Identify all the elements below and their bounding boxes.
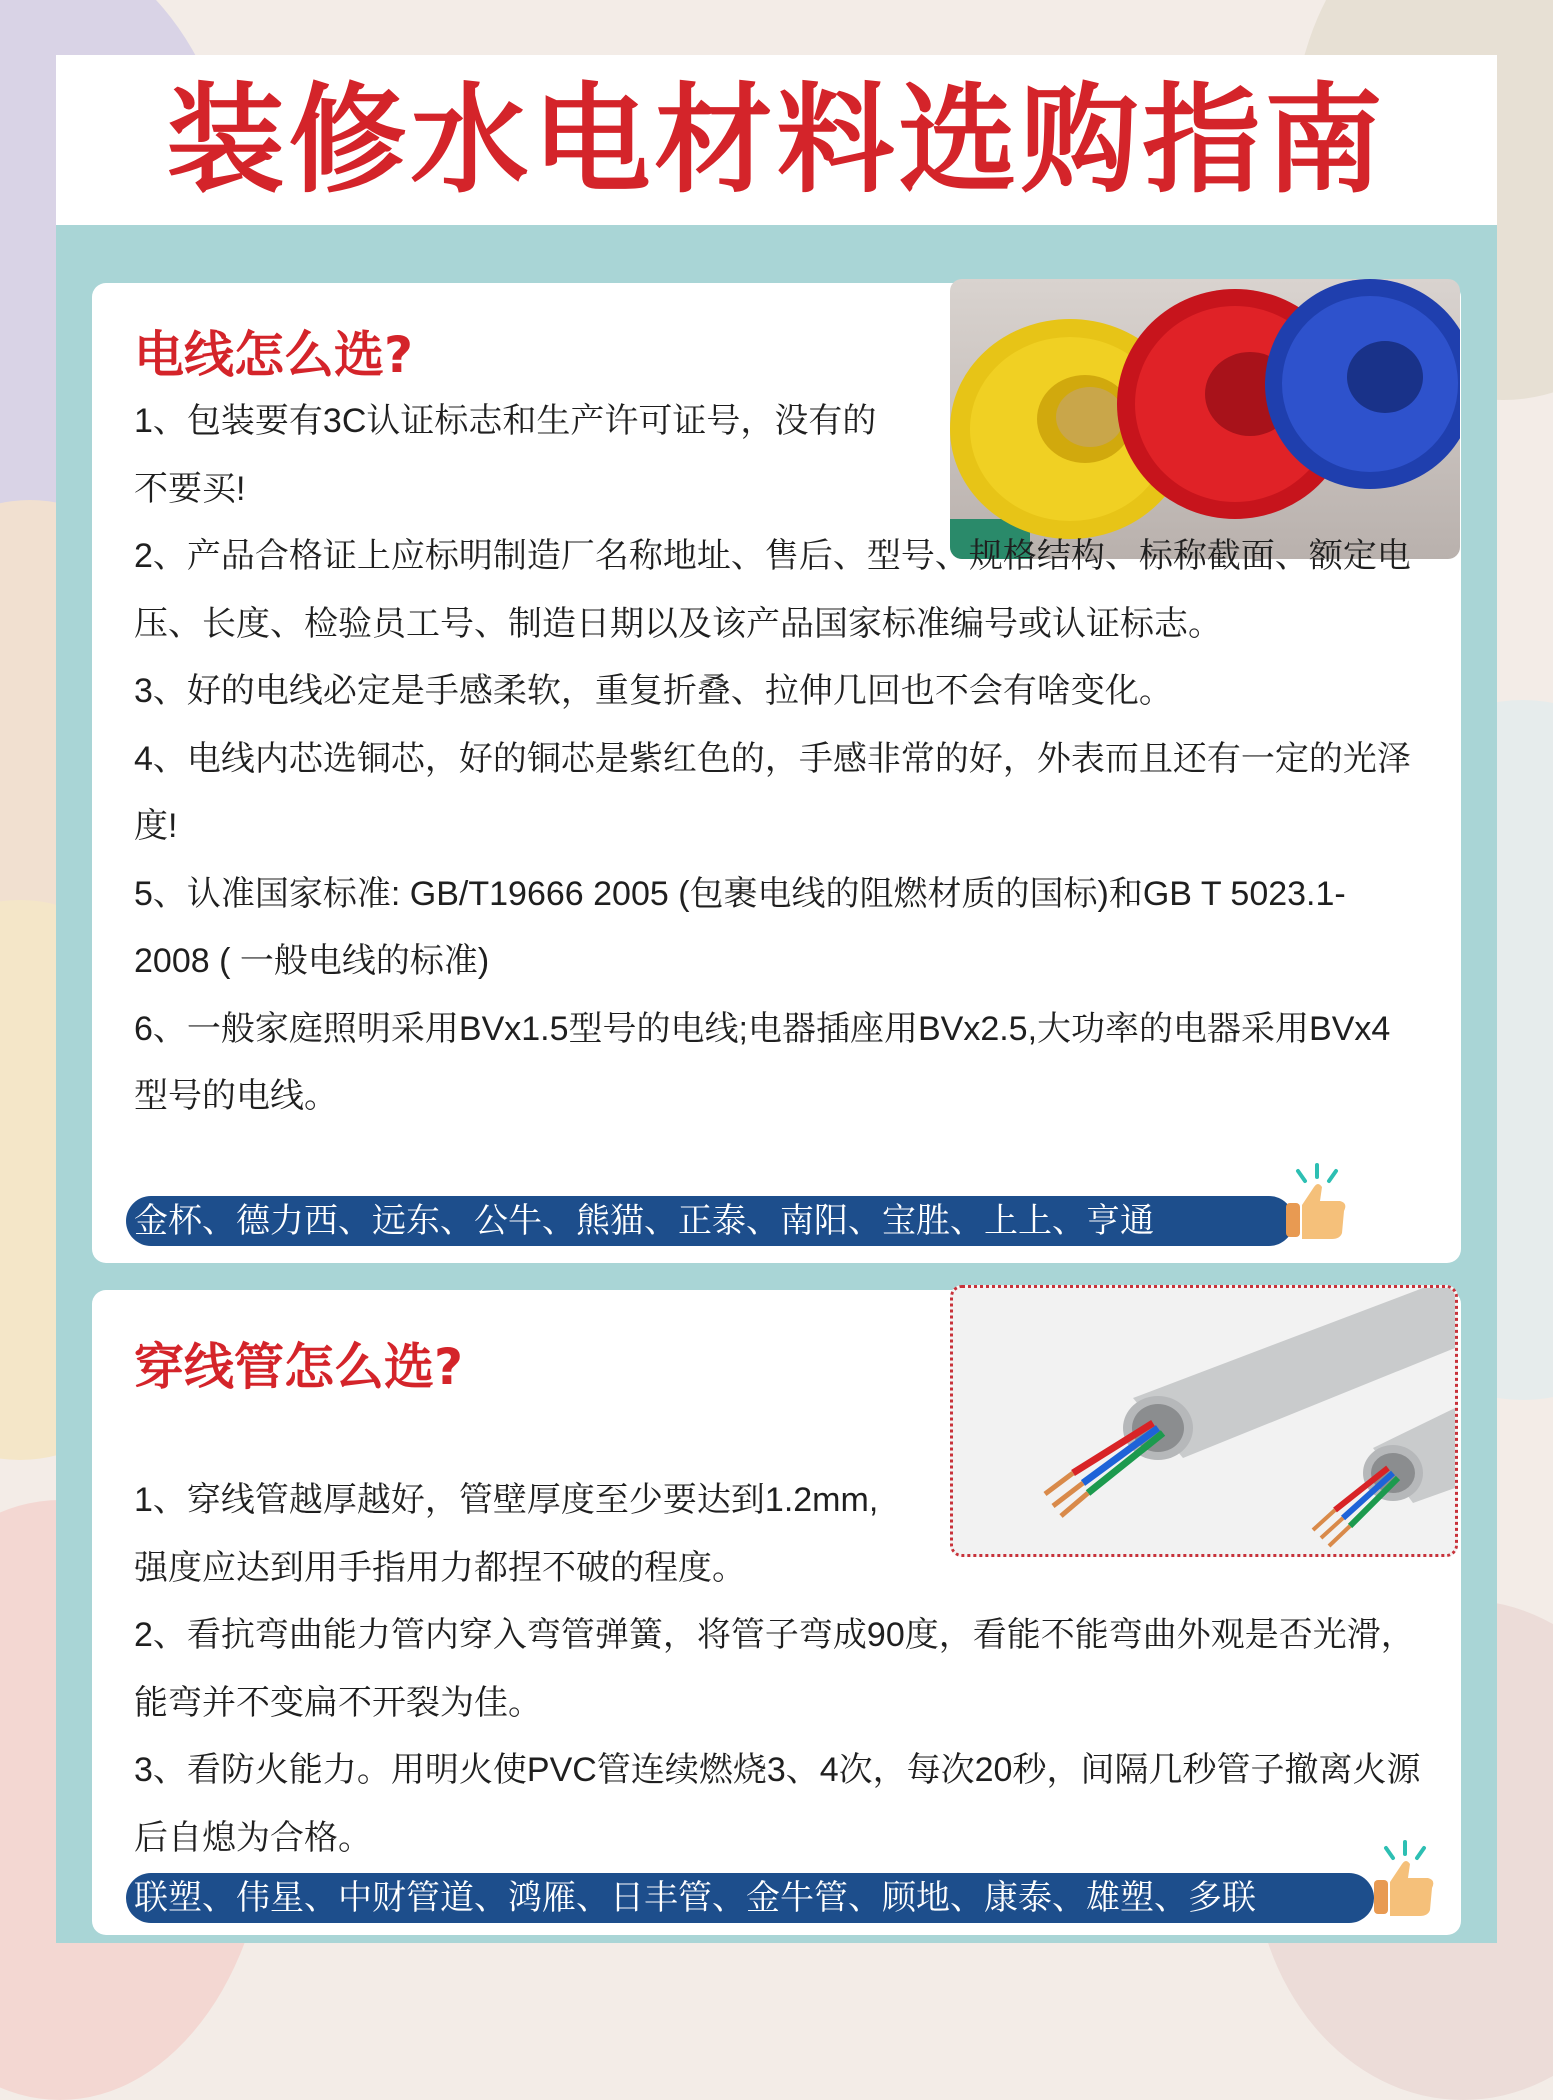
wire-section-card bbox=[92, 283, 1461, 1263]
thumbs-up-icon bbox=[1282, 1163, 1352, 1243]
wire-brands-bar: 金杯、德力西、远东、公牛、熊猫、正泰、南阳、宝胜、上上、亨通 bbox=[126, 1196, 1294, 1246]
thumbs-up-icon bbox=[1370, 1840, 1440, 1920]
poster-frame bbox=[56, 55, 1497, 1943]
list-item: 1、穿线管越厚越好，管壁厚度至少要达到1.2mm,强度应达到用手指用力都捏不破的程度。 bbox=[134, 1481, 879, 1587]
list-item: 5、认准国家标准: GB/T19666 2005 (包裹电线的阻燃材质的国标)和GB T 5023.1-2008 ( 一般电线的标准) bbox=[134, 874, 1346, 980]
list-item: 3、好的电线必定是手感柔软，重复折叠、拉伸几回也不会有啥变化。 bbox=[134, 672, 1173, 710]
list-item: 2、产品合格证上应标明制造厂名称地址、售后、型号、规格结构、标称截面、额定电压、长度、检验员工号、制造日期以及该产品国家标准编号或认证标志。 bbox=[134, 537, 1411, 643]
list-item: 1、包装要有3C认证标志和生产许可证号，没有的不要买! bbox=[134, 402, 877, 508]
conduit-section-card bbox=[92, 1290, 1461, 1935]
list-item: 2、看抗弯曲能力管内穿入弯管弹簧，将管子弯成90度，看能不能弯曲外观是否光滑，能弯并不变扁不开裂为佳。 bbox=[134, 1616, 1415, 1722]
conduit-section-heading: 穿线管怎么选? bbox=[134, 1338, 464, 1396]
conduit-tips-list bbox=[134, 1467, 1421, 1872]
conduit-brands-bar: 联塑、伟星、中财管道、鸿雁、日丰管、金牛管、顾地、康泰、雄塑、多联 bbox=[126, 1873, 1374, 1923]
wire-section-heading: 电线怎么选? bbox=[134, 326, 414, 384]
list-item: 3、看防火能力。用明火使PVC管连续燃烧3、4次，每次20秒，间隔几秒管子撤离火源后自熄为合格。 bbox=[134, 1751, 1421, 1857]
title-banner bbox=[56, 55, 1497, 225]
page-title: 装修水电材料选购指南 bbox=[166, 71, 1387, 209]
list-item: 6、一般家庭照明采用BVx1.5型号的电线;电器插座用BVx2.5,大功率的电器采用BVx4型号的电线。 bbox=[134, 1009, 1391, 1115]
list-item: 4、电线内芯选铜芯，好的铜芯是紫红色的，手感非常的好，外表而且还有一定的光泽度! bbox=[134, 739, 1411, 845]
wire-tips-list bbox=[134, 388, 1421, 1131]
